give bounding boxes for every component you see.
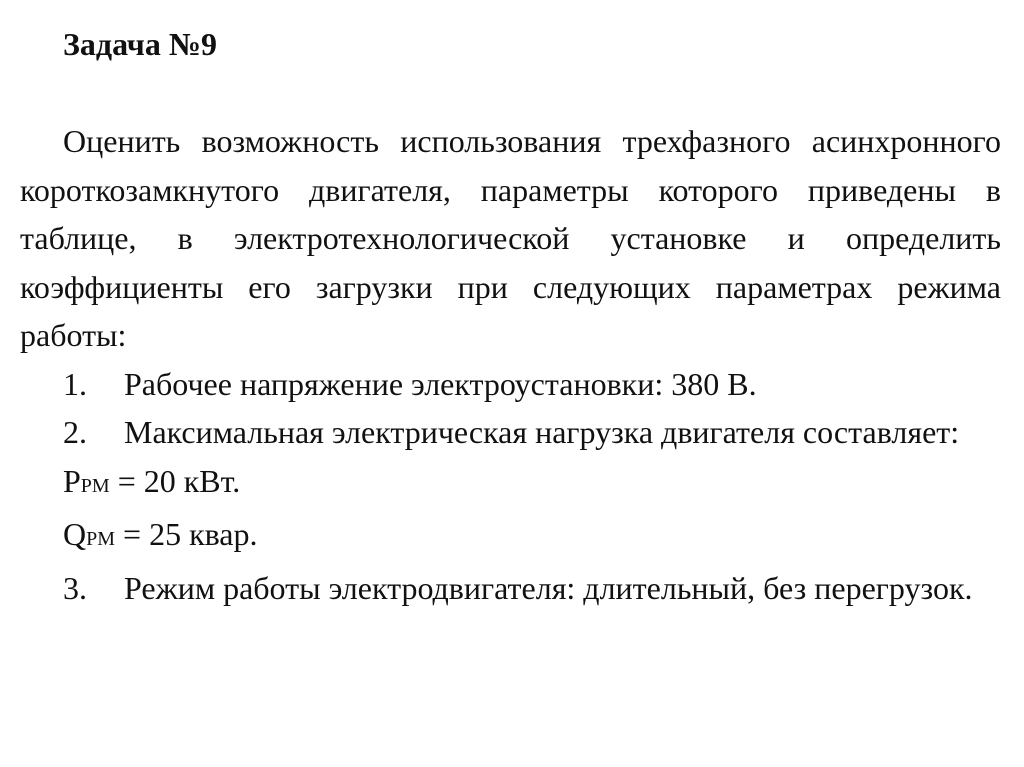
formula-symbol: Q <box>63 516 87 552</box>
list-item-text: Рабочее напряжение электроустановки: 380 В. <box>124 365 757 402</box>
task-intro: Оценить возможность использования трехфазного асинхронного короткозамкнутого двигателя, параметры которого приведены в таблице, в электротехнологической установке и определить коэффициенты его загрузки при следующих параметрах режима работы: <box>20 123 1001 353</box>
list-item <box>20 564 1001 613</box>
formula-subscript: РМ <box>86 528 116 550</box>
list-item-text: Режим работы электродвигателя: длительный, без перегрузок. <box>124 569 973 606</box>
list-item-text: Максимальная электрическая нагрузка двигателя составляет: <box>124 414 960 450</box>
formula-value: = 25 квар. <box>115 516 258 552</box>
formula-reactive-power <box>20 510 1001 564</box>
list-item <box>20 408 1001 457</box>
list-item-number: 1. <box>63 365 87 402</box>
list-item-number: 3. <box>63 569 87 606</box>
formula-subscript: РМ <box>80 474 110 497</box>
formula-active-power <box>20 457 1001 511</box>
formula-symbol: P <box>63 462 81 499</box>
task-title: Задача №9 <box>63 26 217 62</box>
task-body <box>20 117 1001 612</box>
list-item-number: 2. <box>63 414 87 450</box>
formula-value: = 20 кВт. <box>109 462 241 499</box>
list-item <box>20 360 1001 409</box>
